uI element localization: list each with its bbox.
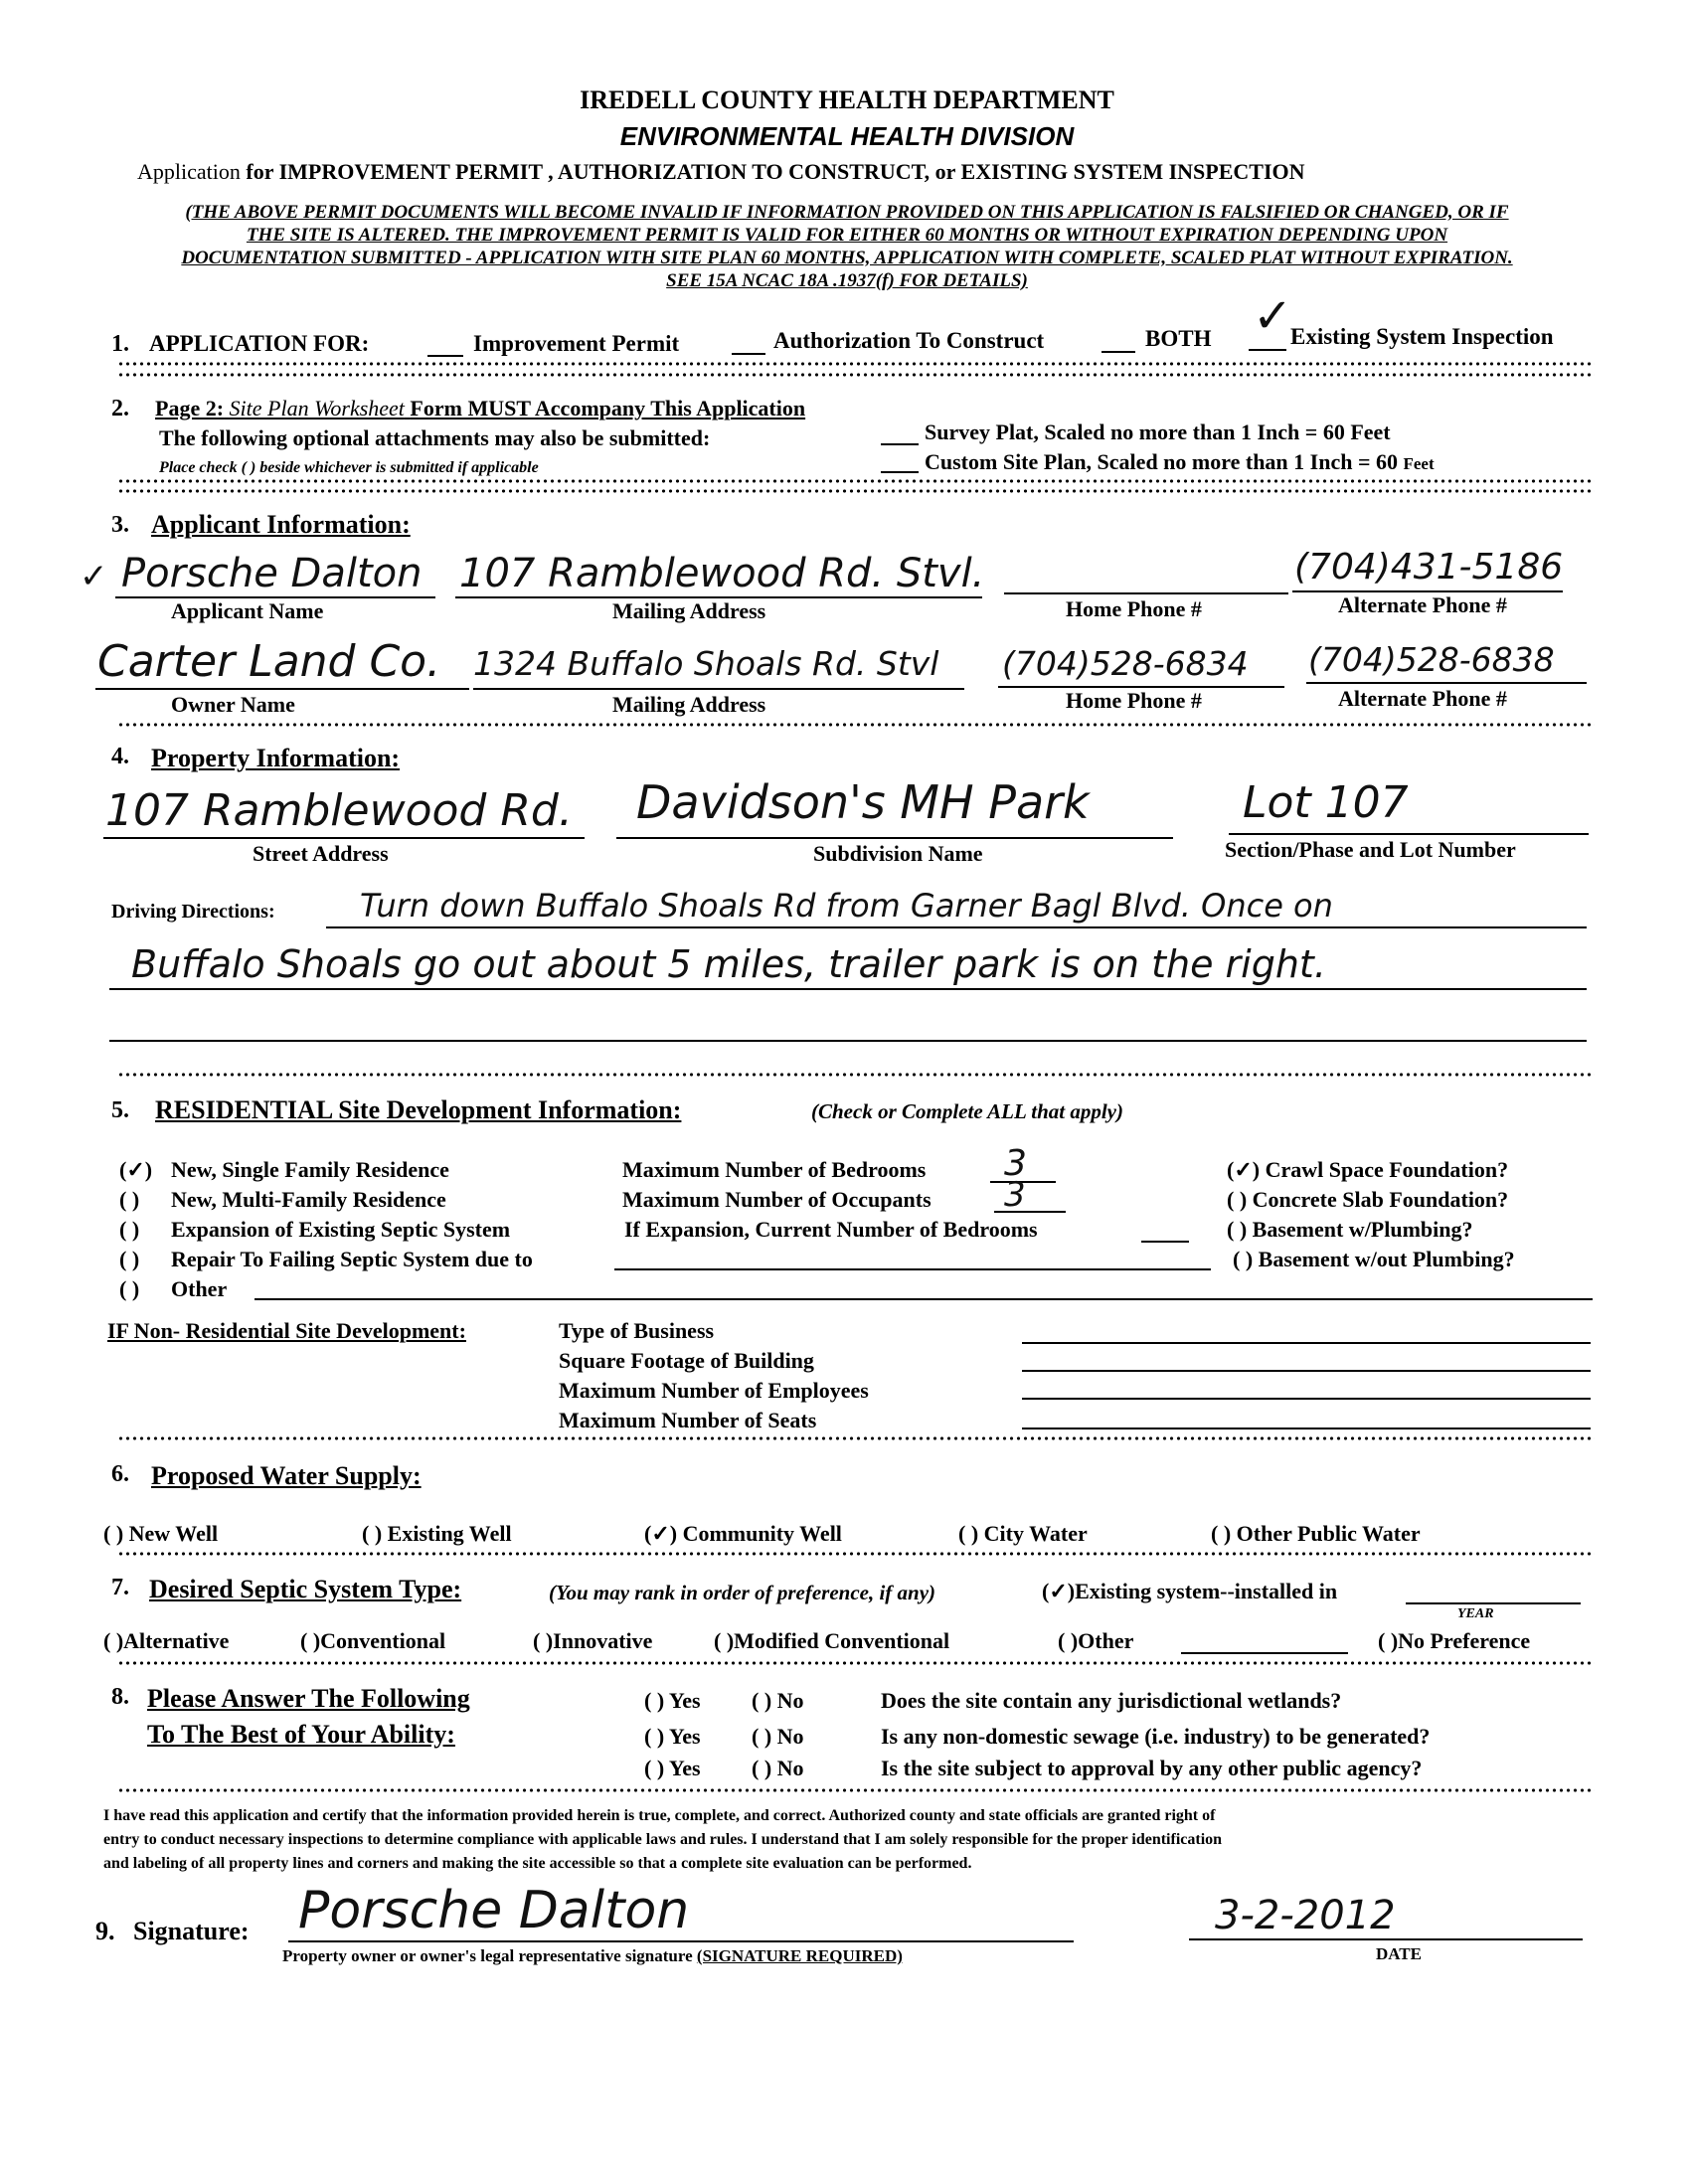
section-7-note: (You may rank in order of preference, if any) — [549, 1581, 936, 1604]
signature-caption — [282, 1946, 903, 1966]
applicant-home-phone-line[interactable] — [1004, 592, 1288, 594]
foundation-basement-plumbing[interactable] — [1227, 1217, 1473, 1243]
non-residential-title: IF Non- Residential Site Development: — [107, 1318, 466, 1343]
existing-system-label: Existing system--installed in — [1075, 1579, 1338, 1603]
section-1-number: 1. — [111, 331, 129, 357]
res-option-other[interactable] — [119, 1276, 227, 1302]
existing-inspection-blank[interactable] — [1249, 349, 1286, 351]
separator — [117, 1435, 1595, 1441]
water-community-well[interactable] — [644, 1521, 842, 1547]
custom-site-plan-option — [925, 449, 1435, 475]
septic-mark: ( ) — [1378, 1628, 1399, 1653]
agency-approval-no[interactable]: ( ) No — [752, 1756, 804, 1780]
date-value[interactable]: 3-2-2012 — [1215, 1893, 1396, 1938]
septic-innovative[interactable] — [533, 1628, 652, 1654]
authorization-blank[interactable] — [732, 353, 765, 355]
nondomestic-no[interactable]: ( ) No — [752, 1724, 804, 1749]
max-seats-label: Maximum Number of Seats — [559, 1408, 817, 1432]
res-option-repair[interactable] — [119, 1247, 533, 1272]
section-5-note: (Check or Complete ALL that apply) — [811, 1099, 1123, 1123]
max-occupants-value[interactable]: 3 — [1004, 1175, 1026, 1215]
certification-line-3: and labeling of all property lines and corners and making the site accessible so that a complete site evaluation can be performed. — [103, 1855, 972, 1872]
owner-name-value[interactable]: Carter Land Co. — [97, 636, 441, 687]
res-option-label: Expansion of Existing Septic System — [171, 1217, 511, 1242]
improvement-permit-option: Improvement Permit — [473, 331, 680, 356]
septic-alternative[interactable] — [103, 1628, 229, 1654]
max-bedrooms-label: Maximum Number of Bedrooms — [622, 1157, 927, 1182]
existing-system-option[interactable] — [1042, 1579, 1337, 1604]
applicant-mailing-label: Mailing Address — [612, 598, 766, 623]
septic-mark: ( ) — [103, 1628, 124, 1653]
septic-other-line[interactable] — [1181, 1652, 1348, 1654]
septic-mark: ( ) — [1058, 1628, 1079, 1653]
separator — [117, 488, 1595, 494]
section-3-number: 3. — [111, 512, 129, 538]
page2-label: Page 2: — [155, 396, 225, 420]
water-other-public[interactable] — [1211, 1521, 1421, 1547]
foundation-label: Crawl Space Foundation? — [1265, 1157, 1509, 1182]
res-option-single-family[interactable] — [119, 1157, 449, 1183]
applicant-check: ✓ — [80, 557, 108, 596]
section-6-title: Proposed Water Supply: — [151, 1461, 422, 1490]
septic-label: Conventional — [320, 1628, 446, 1653]
max-employees-line[interactable] — [1022, 1398, 1591, 1400]
must-accompany-label: Form MUST Accompany This Application — [410, 396, 806, 420]
applicant-address-value[interactable]: 107 Ramblewood Rd. Stvl. — [459, 551, 985, 596]
subdivision-line — [616, 837, 1173, 839]
lot-number-value[interactable]: Lot 107 — [1243, 777, 1409, 828]
custom-site-plan-text: Custom Site Plan, Scaled no more than 1 Inch = 60 — [925, 449, 1398, 474]
application-types: for IMPROVEMENT PERMIT , AUTHORIZATION TO CONSTRUCT, or EXISTING SYSTEM INSPECTION — [246, 159, 1305, 184]
res-option-mark: ( ) — [119, 1276, 140, 1301]
septic-label: Alternative — [123, 1628, 230, 1653]
both-option: BOTH — [1145, 326, 1212, 351]
owner-name-label: Owner Name — [171, 692, 295, 717]
water-label: Community Well — [682, 1521, 842, 1546]
septic-no-preference[interactable] — [1378, 1628, 1530, 1654]
agency-approval-question: Is the site subject to approval by any other public agency? — [881, 1756, 1423, 1780]
disclaimer-line-3: DOCUMENTATION SUBMITTED - APPLICATION WITH SITE PLAN 60 MONTHS, APPLICATION WITH COMPLETE, SCALED PLAT WITHOUT EXPIRATION. — [181, 248, 1513, 268]
lot-number-line — [1229, 833, 1589, 835]
max-bedrooms-value[interactable]: 3 — [1004, 1143, 1027, 1184]
water-mark: ( ) — [103, 1521, 124, 1546]
max-seats-line[interactable] — [1022, 1428, 1591, 1429]
foundation-mark: ( ) — [1227, 1217, 1248, 1242]
both-blank[interactable] — [1101, 351, 1135, 353]
res-option-label: Other — [171, 1276, 228, 1301]
subdivision-value[interactable]: Davidson's MH Park — [636, 775, 1090, 829]
form-title: IREDELL COUNTY HEALTH DEPARTMENT — [580, 85, 1114, 114]
custom-site-plan-unit: Feet — [1403, 454, 1435, 473]
water-label: New Well — [128, 1521, 219, 1546]
applicant-name-label: Applicant Name — [171, 598, 324, 623]
signature-caption-text: Property owner or owner's legal representative signature — [282, 1946, 693, 1965]
section-5-number: 5. — [111, 1097, 129, 1123]
section-4-number: 4. — [111, 744, 129, 769]
signature-value[interactable]: Porsche Dalton — [298, 1881, 690, 1940]
driving-directions-label: Driving Directions: — [111, 901, 275, 923]
owner-alt-phone-line — [1306, 682, 1587, 684]
form-division: ENVIRONMENTAL HEALTH DIVISION — [619, 121, 1075, 151]
septic-mark: ( ) — [533, 1628, 554, 1653]
improvement-permit-blank[interactable] — [427, 355, 463, 357]
owner-address-line — [473, 688, 964, 690]
separator — [117, 361, 1595, 367]
certification-line-1: I have read this application and certify that the information provided herein is true, complete, and correct. Authorized county and state officials are granted right of — [103, 1807, 1216, 1824]
water-mark: ( ) — [362, 1521, 383, 1546]
other-reason-line[interactable] — [254, 1298, 1593, 1300]
water-new-well[interactable] — [103, 1521, 218, 1547]
type-of-business-label: Type of Business — [559, 1318, 715, 1343]
separator — [117, 722, 1595, 728]
applicant-name-value[interactable]: Porsche Dalton — [121, 551, 423, 596]
existing-inspection-check: ✓ — [1253, 288, 1293, 344]
water-city-water[interactable] — [958, 1521, 1088, 1547]
separator — [117, 1660, 1595, 1666]
wetlands-no[interactable]: ( ) No — [752, 1688, 804, 1713]
section-1-label: APPLICATION FOR: — [149, 331, 370, 356]
res-option-multi-family[interactable] — [119, 1187, 446, 1213]
foundation-label: Concrete Slab Foundation? — [1252, 1187, 1509, 1212]
directions-line-3[interactable] — [109, 1040, 1587, 1042]
foundation-basement-no-plumbing[interactable] — [1233, 1247, 1515, 1272]
section-8-title-1: Please Answer The Following — [147, 1684, 470, 1713]
existing-system-mark: (✓) — [1042, 1579, 1076, 1603]
owner-alt-phone-value[interactable]: (704)528-6838 — [1308, 640, 1555, 679]
disclaimer-line-4: SEE 15A NCAC 18A .1937(f) FOR DETAILS) — [666, 270, 1028, 291]
res-option-label: Repair To Failing Septic System due to — [171, 1247, 533, 1271]
square-footage-label: Square Footage of Building — [559, 1348, 814, 1373]
separator — [117, 1787, 1595, 1793]
wetlands-yes[interactable]: ( ) Yes — [644, 1688, 701, 1713]
water-existing-well[interactable] — [362, 1521, 512, 1547]
section-7-number: 7. — [111, 1575, 129, 1600]
date-line — [1189, 1938, 1583, 1940]
septic-label: No Preference — [1398, 1628, 1531, 1653]
foundation-label: Basement w/Plumbing? — [1252, 1217, 1473, 1242]
directions-line-1-value[interactable]: Turn down Buffalo Shoals Rd from Garner Bagl Blvd. Once on — [360, 887, 1333, 924]
wetlands-question: Does the site contain any jurisdictional wetlands? — [881, 1688, 1342, 1713]
place-check-note: Place check ( ) beside whichever is submitted if applicable — [159, 459, 539, 476]
agency-approval-yes[interactable]: ( ) Yes — [644, 1756, 701, 1780]
street-address-label: Street Address — [253, 841, 389, 866]
authorization-option: Authorization To Construct — [773, 328, 1045, 353]
res-option-mark: ( ) — [119, 1187, 140, 1212]
subdivision-label: Subdivision Name — [813, 841, 983, 866]
section-8-number: 8. — [111, 1684, 129, 1710]
foundation-mark: ( ) — [1227, 1187, 1248, 1212]
street-address-value[interactable]: 107 Ramblewood Rd. — [105, 785, 573, 836]
foundation-label: Basement w/out Plumbing? — [1258, 1247, 1515, 1271]
certification-line-2: entry to conduct necessary inspections to determine compliance with applicable laws and rules. I understand that I am solely responsible for the proper identification — [103, 1831, 1223, 1848]
foundation-mark: ( ) — [1233, 1247, 1254, 1271]
street-address-line — [103, 837, 585, 839]
foundation-crawl-space[interactable] — [1227, 1157, 1508, 1183]
res-option-mark: ( ) — [119, 1217, 140, 1242]
septic-label: Modified Conventional — [734, 1628, 950, 1653]
separator — [117, 1072, 1595, 1078]
owner-mailing-label: Mailing Address — [612, 692, 766, 717]
disclaimer-line-2: THE SITE IS ALTERED. THE IMPROVEMENT PERMIT IS VALID FOR EITHER 60 MONTHS OR WITHOUT EXPIRATION DEPENDING UPON — [246, 225, 1448, 246]
expansion-bedrooms-label: If Expansion, Current Number of Bedrooms — [624, 1217, 1038, 1242]
site-plan-worksheet-label: Site Plan Worksheet — [229, 396, 405, 420]
septic-label: Innovative — [553, 1628, 653, 1653]
septic-mark: ( ) — [300, 1628, 321, 1653]
owner-home-phone-label: Home Phone # — [1066, 688, 1202, 713]
septic-modified-conventional[interactable] — [714, 1628, 949, 1654]
owner-address-value[interactable]: 1324 Buffalo Shoals Rd. Stvl — [473, 644, 939, 683]
application-line — [137, 159, 1305, 185]
signature-line — [288, 1940, 1074, 1942]
section-3-title: Applicant Information: — [151, 510, 411, 539]
custom-site-plan-blank[interactable] — [881, 471, 919, 473]
directions-line-2 — [109, 988, 1587, 990]
res-option-mark: ( ) — [119, 1247, 140, 1271]
signature-label: Signature: — [133, 1917, 250, 1945]
disclaimer-line-1: (THE ABOVE PERMIT DOCUMENTS WILL BECOME INVALID IF INFORMATION PROVIDED ON THIS APPLICATION IS FALSIFIED OR CHANGED, OR IF — [185, 202, 1509, 223]
water-mark: ( ) — [1211, 1521, 1232, 1546]
res-option-label: New, Multi-Family Residence — [171, 1187, 446, 1212]
res-option-label: New, Single Family Residence — [171, 1157, 449, 1182]
type-of-business-line[interactable] — [1022, 1342, 1591, 1344]
expansion-bedrooms-line[interactable] — [1141, 1241, 1189, 1243]
section-4-title: Property Information: — [151, 744, 401, 772]
directions-line-2-value[interactable]: Buffalo Shoals go out about 5 miles, trailer park is on the right. — [131, 942, 1326, 986]
owner-home-phone-value[interactable]: (704)528-6834 — [1002, 644, 1249, 683]
septic-label: Other — [1078, 1628, 1134, 1653]
section-8-title-2: To The Best of Your Ability: — [147, 1720, 455, 1749]
max-occupants-line — [994, 1211, 1066, 1213]
signature-required-text: (SIGNATURE REQUIRED) — [696, 1946, 903, 1965]
foundation-concrete-slab[interactable] — [1227, 1187, 1508, 1213]
septic-mark: ( ) — [714, 1628, 735, 1653]
directions-line-1 — [326, 926, 1587, 928]
res-option-expansion[interactable] — [119, 1217, 510, 1243]
square-footage-line[interactable] — [1022, 1370, 1591, 1372]
install-year-line[interactable] — [1406, 1602, 1581, 1604]
water-label: Other Public Water — [1236, 1521, 1421, 1546]
water-mark: ( ) — [958, 1521, 979, 1546]
owner-name-line — [95, 688, 469, 690]
res-option-mark: (✓) — [119, 1157, 153, 1182]
applicant-alt-phone-value[interactable]: (704)431-5186 — [1294, 547, 1564, 588]
section-7-title: Desired Septic System Type: — [149, 1575, 462, 1603]
section-9-number: 9. — [95, 1917, 115, 1945]
max-occupants-label: Maximum Number of Occupants — [622, 1187, 932, 1212]
section-6-number: 6. — [111, 1461, 129, 1487]
max-employees-label: Maximum Number of Employees — [559, 1378, 869, 1403]
existing-inspection-option: Existing System Inspection — [1290, 324, 1554, 349]
repair-reason-line[interactable] — [614, 1268, 1211, 1270]
applicant-alt-phone-label: Alternate Phone # — [1338, 592, 1507, 617]
section-2-number: 2. — [111, 396, 129, 421]
section-5-title: RESIDENTIAL Site Development Information: — [155, 1095, 682, 1124]
optional-attachments-text: The following optional attachments may also be submitted: — [159, 425, 711, 450]
owner-alt-phone-label: Alternate Phone # — [1338, 686, 1507, 711]
applicant-home-phone-label: Home Phone # — [1066, 596, 1202, 621]
water-label: City Water — [983, 1521, 1088, 1546]
water-mark: (✓) — [644, 1521, 678, 1546]
section-2-heading — [155, 396, 805, 421]
foundation-mark: (✓) — [1227, 1157, 1261, 1182]
nondomestic-yes[interactable]: ( ) Yes — [644, 1724, 701, 1749]
nondomestic-question: Is any non-domestic sewage (i.e. industry) to be generated? — [881, 1724, 1431, 1749]
septic-other[interactable] — [1058, 1628, 1133, 1654]
water-label: Existing Well — [387, 1521, 512, 1546]
separator — [117, 478, 1595, 484]
separator — [117, 1551, 1595, 1557]
survey-plat-blank[interactable] — [881, 443, 919, 445]
separator — [117, 372, 1595, 378]
lot-number-label: Section/Phase and Lot Number — [1225, 837, 1516, 862]
survey-plat-option: Survey Plat, Scaled no more than 1 Inch = 60 Feet — [925, 420, 1391, 444]
year-label: YEAR — [1457, 1606, 1494, 1621]
application-prefix: Application — [137, 159, 241, 184]
date-label: DATE — [1376, 1944, 1422, 1963]
septic-conventional[interactable] — [300, 1628, 445, 1654]
